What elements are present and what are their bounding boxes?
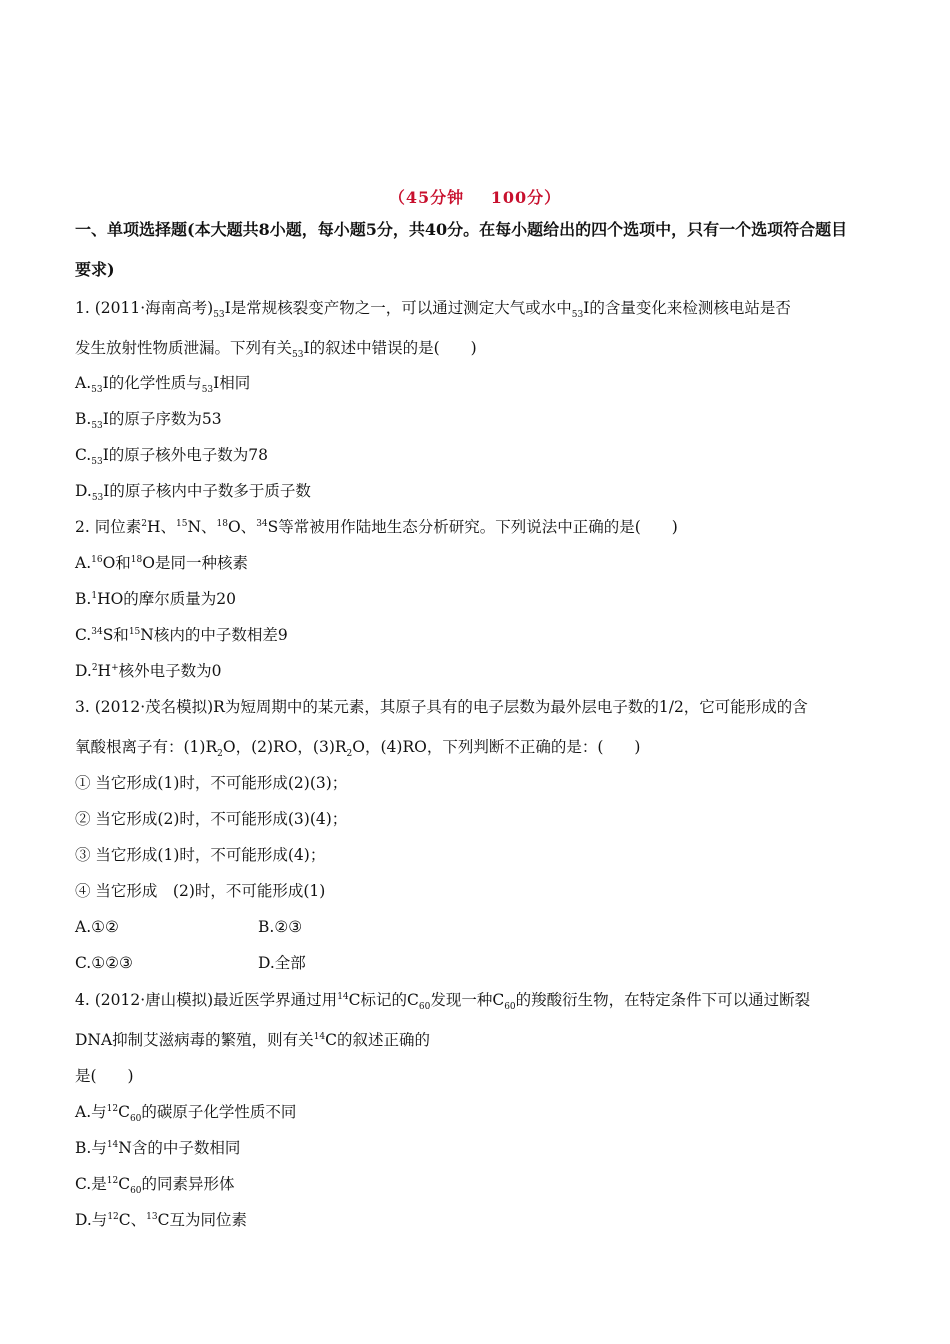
q1-option-c: $C._{53}I$的原子核外电子数为78 — [75, 446, 269, 468]
q4-option-b: B.与$^{14}$N含的中子数相同 — [75, 1139, 241, 1157]
q3-options-row2 — [75, 953, 475, 973]
q4-stem-line1: 4. (2012·唐山模拟)最近医学界通过用$^{14}$C标记的$C_{60}$发现一种$C_{60}$的羧酸衍生物，在特定条件下可以通过断裂 — [75, 991, 811, 1013]
q3-options-row1 — [75, 917, 475, 937]
q4-stem-line2: DNA抑制艾滋病毒的繁殖，则有关$^{14}$C的叙述正确的 — [75, 1031, 431, 1049]
q4-option-a: A.与$^{12}C_{60}$的碳原子化学性质不同 — [75, 1103, 297, 1125]
q3-option-a: A.①② — [75, 918, 119, 936]
q4-option-d: D.与$^{12}$C、$^{13}$C互为同位素 — [75, 1211, 247, 1229]
q3-option-c: C.①②③ — [75, 954, 133, 972]
q3-stem-line2: 氧酸根离子有：$(1)R_2O$，(2)RO，$(3)R_2O$，(4)RO，下列判断不正确的是：( ) — [75, 738, 641, 760]
q2-option-a: A.$^{16}$O和$^{18}$O是同一种核素 — [75, 554, 248, 572]
q1-option-a: $A._{53}I$的化学性质与$_{53}$I相同 — [75, 374, 251, 396]
q1-stem-line1: 1. (2011·海南高考)$_{53}I$是常规核裂变产物之一，可以通过测定大气或水中$_{53}$I的含量变化来检测核电站是否 — [75, 299, 791, 321]
q3-statement-2: ② 当它形成(2)时，不可能形成(3)(4)； — [75, 810, 348, 828]
exam-header — [0, 185, 950, 208]
q1-stem-line2: 发生放射性物质泄漏。下列有关$_{53}$I的叙述中错误的是( ) — [75, 339, 477, 361]
q2-option-b: B.$^1$HO的摩尔质量为20 — [75, 590, 237, 608]
section-title-cont: 要求) — [75, 260, 115, 279]
section-title: 一、单项选择题(本大题共8小题，每小题5分，共40分。在每小题给出的四个选项中，只有一个选项符合题目 — [75, 220, 848, 239]
q2-stem: 2. 同位素$^2$H、$^{15}$N、$^{18}$O、$^{34}$S等常被用作陆地生态分析研究。下列说法中正确的是( ) — [75, 518, 678, 536]
q3-option-b: B.②③ — [258, 918, 303, 936]
q1-option-d: $D._{53}I$的原子核内中子数多于质子数 — [75, 482, 311, 504]
q1-option-b: $B._{53}I$的原子序数为53 — [75, 410, 222, 432]
total-score: 100分） — [490, 188, 562, 207]
q3-statement-1: ① 当它形成(1)时，不可能形成(2)(3)； — [75, 774, 348, 792]
q3-statement-4: ④ 当它形成 (2)时，不可能形成(1) — [75, 882, 326, 900]
q3-statement-3: ③ 当它形成(1)时，不可能形成(4)； — [75, 846, 326, 864]
q4-stem-line3: 是( ) — [75, 1067, 134, 1085]
time-limit: （45分钟 — [388, 188, 465, 207]
q2-option-d: D.$^2$H+核外电子数为0 — [75, 662, 222, 680]
q2-option-c: C.$^{34}$S和$^{15}$N核内的中子数相差9 — [75, 626, 288, 644]
q3-option-d: D.全部 — [258, 954, 306, 972]
q3-stem-line1: 3. (2012·茂名模拟)R为短周期中的某元素，其原子具有的电子层数为最外层电子数的1/2，它可能形成的含 — [75, 698, 808, 716]
q4-option-c: C.是$^{12}C_{60}$的同素异形体 — [75, 1175, 235, 1197]
